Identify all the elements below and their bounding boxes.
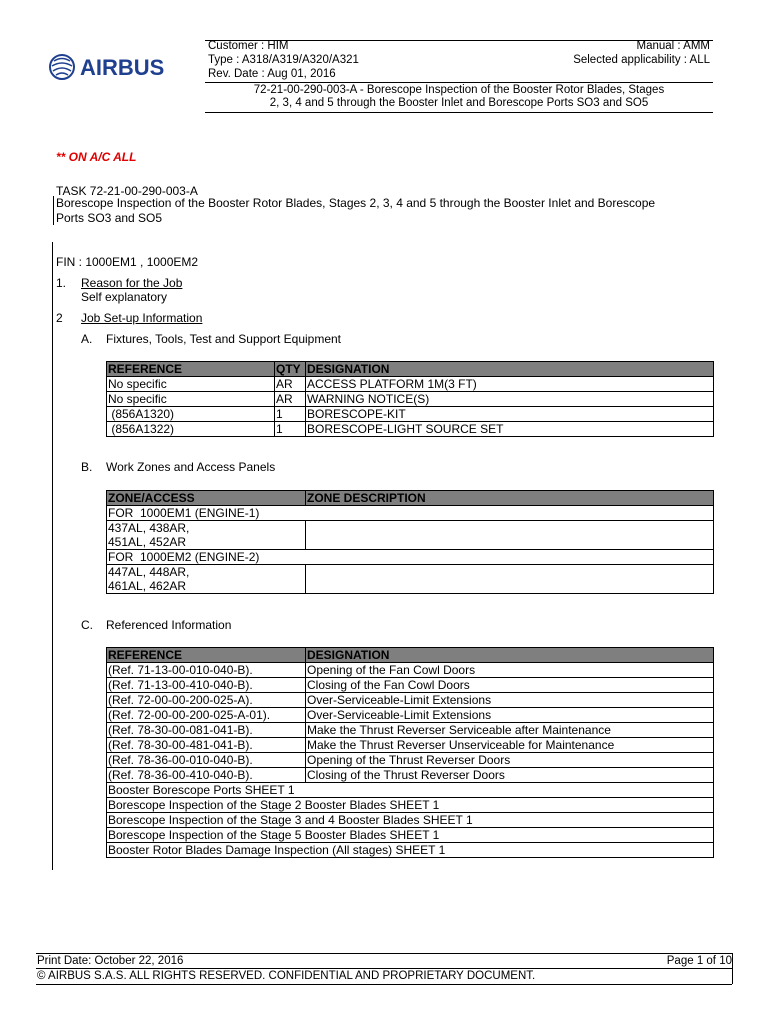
table-row — [107, 693, 714, 708]
refs-cell-reference: (Ref. 78-36-00-010-040-B). — [107, 753, 306, 768]
airbus-logo-mark — [48, 50, 198, 84]
tools-cell-designation: BORESCOPE-KIT — [306, 407, 714, 422]
tools-cell-designation: ACCESS PLATFORM 1M(3 FT) — [306, 377, 714, 392]
table-row — [107, 550, 714, 565]
zones-access-line: 451AL, 452AR — [108, 535, 187, 549]
refs-cell-designation: Make the Thrust Reverser Unserviceable for Maintenance — [306, 738, 714, 753]
tools-col-designation: DESIGNATION — [306, 362, 714, 377]
refs-cell-designation: Opening of the Thrust Reverser Doors — [306, 753, 714, 768]
tools-cell-reference: No specific — [107, 392, 275, 407]
header-mid-rule — [205, 82, 713, 83]
refs-cell-designation: Opening of the Fan Cowl Doors — [306, 663, 714, 678]
type-label: Type : A318/A319/A320/A321 — [208, 54, 359, 66]
tools-col-qty: QTY — [275, 362, 306, 377]
manual-label: Manual : AMM — [636, 40, 710, 52]
header-row-rev — [208, 68, 710, 81]
refs-sheet-row: Booster Borescope Ports SHEET 1 — [107, 783, 714, 798]
header-row-customer — [208, 40, 710, 53]
refs-table-header — [107, 648, 714, 663]
footer-rights: © AIRBUS S.A.S. ALL RIGHTS RESERVED. CONFIDENTIAL AND PROPRIETARY DOCUMENT. — [37, 970, 536, 982]
refs-cell-reference: (Ref. 72-00-00-200-025-A). — [107, 693, 306, 708]
page-number: Page 1 of 10 — [666, 955, 732, 967]
table-row — [107, 392, 714, 407]
table-row — [107, 407, 714, 422]
effectivity-label: ** ON A/C ALL — [56, 150, 137, 164]
subA-title: Fixtures, Tools, Test and Support Equipment — [106, 332, 342, 346]
footer-row-print — [37, 955, 732, 968]
refs-table — [106, 647, 714, 858]
subA-number: A. — [81, 332, 93, 346]
table-row — [107, 768, 714, 783]
refs-col-designation: DESIGNATION — [306, 648, 714, 663]
section1-number: 1. — [56, 276, 67, 290]
airbus-logo — [48, 50, 198, 84]
tools-table — [106, 361, 714, 437]
header-row-type — [208, 54, 710, 67]
zones-access-line: 437AL, 438AR, — [108, 521, 190, 535]
zones-cell-description — [306, 565, 714, 594]
table-row — [107, 663, 714, 678]
table-row — [107, 377, 714, 392]
refs-cell-reference: (Ref. 72-00-00-200-025-A-01). — [107, 708, 306, 723]
task-id: TASK 72-21-00-290-003-A — [56, 184, 198, 198]
section2-number: 2 — [56, 311, 63, 325]
zones-cell-description — [306, 521, 714, 550]
table-row — [107, 783, 714, 798]
tools-cell-reference: No specific — [107, 377, 275, 392]
table-row — [107, 678, 714, 693]
zones-access-line: 461AL, 462AR — [108, 579, 187, 593]
tools-cell-reference: (856A1322) — [107, 422, 275, 437]
fin-label: FIN : 1000EM1 , 1000EM2 — [56, 255, 199, 269]
table-row — [107, 506, 714, 521]
table-row — [107, 565, 714, 594]
tools-cell-qty: 1 — [275, 422, 306, 437]
zones-cell-access — [107, 521, 306, 550]
header-title-line1: 72-21-00-290-003-A - Borescope Inspection of the Booster Rotor Blades, Stages — [253, 84, 665, 96]
refs-sheet-row: Borescope Inspection of the Stage 3 and 4 Booster Blades SHEET 1 — [107, 813, 714, 828]
refs-cell-designation: Over-Serviceable-Limit Extensions — [306, 693, 714, 708]
zones-cell-access — [107, 565, 306, 594]
section1-text: Self explanatory — [81, 290, 168, 304]
zones-group-engine2: FOR 1000EM2 (ENGINE-2) — [107, 550, 714, 565]
footer-bottom-rule — [36, 984, 732, 985]
refs-sheet-row: Borescope Inspection of the Stage 2 Booster Blades SHEET 1 — [107, 798, 714, 813]
footer-mid-rule — [36, 968, 732, 969]
refs-cell-reference: (Ref. 78-30-00-081-041-B). — [107, 723, 306, 738]
refs-cell-reference: (Ref. 71-13-00-410-040-B). — [107, 678, 306, 693]
table-row — [107, 521, 714, 550]
task-desc-line1: Borescope Inspection of the Booster Rotor Blades, Stages 2, 3, 4 and 5 through the Booster Inlet and Borescope — [56, 196, 656, 210]
zones-col-description: ZONE DESCRIPTION — [306, 491, 714, 506]
refs-cell-reference: (Ref. 78-30-00-481-041-B). — [107, 738, 306, 753]
section1-title: Reason for the Job — [81, 276, 183, 290]
zones-group-engine1: FOR 1000EM1 (ENGINE-1) — [107, 506, 714, 521]
task-desc-line2: Ports SO3 and SO5 — [56, 210, 163, 225]
tools-cell-qty: 1 — [275, 407, 306, 422]
subC-number: C. — [81, 618, 93, 632]
refs-sheet-row: Booster Rotor Blades Damage Inspection (All stages) SHEET 1 — [107, 843, 714, 858]
refs-cell-reference: (Ref. 71-13-00-010-040-B). — [107, 663, 306, 678]
footer-right-edge — [732, 953, 733, 984]
refs-cell-designation: Make the Thrust Reverser Serviceable after Maintenance — [306, 723, 714, 738]
table-row — [107, 708, 714, 723]
refs-cell-designation: Closing of the Thrust Reverser Doors — [306, 768, 714, 783]
tools-cell-qty: AR — [275, 377, 306, 392]
refs-cell-reference: (Ref. 78-36-00-410-040-B). — [107, 768, 306, 783]
applicability-label: Selected applicability : ALL — [573, 54, 710, 66]
header-bottom-rule — [205, 112, 713, 113]
print-date: Print Date: October 22, 2016 — [37, 955, 184, 967]
table-row — [107, 753, 714, 768]
footer-top-rule — [36, 953, 732, 954]
table-row — [107, 813, 714, 828]
table-row — [107, 798, 714, 813]
table-row — [107, 723, 714, 738]
refs-cell-designation: Over-Serviceable-Limit Extensions — [306, 708, 714, 723]
tools-col-reference: REFERENCE — [107, 362, 275, 377]
zones-access-line: 447AL, 448AR, — [108, 565, 190, 579]
table-row — [107, 738, 714, 753]
table-row — [107, 422, 714, 437]
customer-label: Customer : HIM — [208, 40, 289, 52]
tools-cell-designation: WARNING NOTICE(S) — [306, 392, 714, 407]
tools-table-header — [107, 362, 714, 377]
zones-col-access: ZONE/ACCESS — [107, 491, 306, 506]
zones-table — [106, 490, 714, 594]
zones-table-header — [107, 491, 714, 506]
tools-cell-designation: BORESCOPE-LIGHT SOURCE SET — [306, 422, 714, 437]
refs-col-reference: REFERENCE — [107, 648, 306, 663]
tools-cell-reference: (856A1320) — [107, 407, 275, 422]
refs-cell-designation: Closing of the Fan Cowl Doors — [306, 678, 714, 693]
subB-number: B. — [81, 460, 93, 474]
section2-title: Job Set-up Information — [81, 311, 203, 325]
revision-bar — [52, 242, 53, 870]
header-title-line2: 2, 3, 4 and 5 through the Booster Inlet and Borescope Ports SO3 and SO5 — [269, 97, 649, 109]
logo-text: AIRBUS — [80, 55, 165, 80]
refs-sheet-row: Borescope Inspection of the Stage 5 Booster Blades SHEET 1 — [107, 828, 714, 843]
subB-title: Work Zones and Access Panels — [106, 460, 276, 474]
table-row — [107, 828, 714, 843]
tools-cell-qty: AR — [275, 392, 306, 407]
table-row — [107, 843, 714, 858]
rev-date-label: Rev. Date : Aug 01, 2016 — [208, 68, 336, 80]
subC-title: Referenced Information — [106, 618, 232, 632]
task-description — [53, 196, 716, 225]
